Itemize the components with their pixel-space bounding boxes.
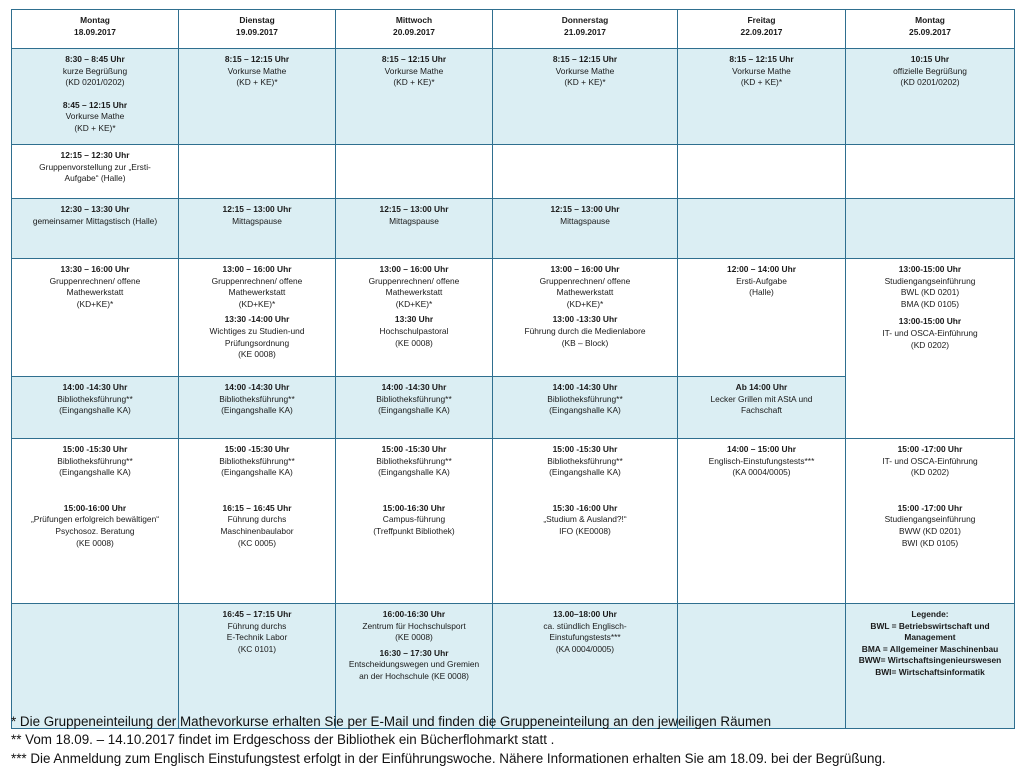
empty-cell: [179, 145, 336, 199]
header-row: [12, 10, 1015, 49]
schedule-cell: 12:15 – 12:30 Uhr Gruppenvorstellung zur „Ersti- Aufgabe“ (Halle): [12, 145, 179, 199]
schedule-cell: 15:00 -15:30 Uhr Bibliotheksführung** (Eingangshalle KA) 15:00-16:30 Uhr Campus-führung (Treffpunkt Bibliothek): [336, 439, 493, 604]
schedule-cell: 8:15 – 12:15 Uhr Vorkurse Mathe (KD + KE)*: [493, 49, 678, 145]
footnotes: [11, 713, 1016, 768]
schedule-cell: 8:30 – 8:45 Uhr kurze Begrüßung (KD 0201/0202) 8:45 – 12:15 Uhr Vorkurse Mathe (KD + KE)*: [12, 49, 179, 145]
empty-cell: [846, 199, 1015, 259]
schedule-cell: 15:00 -15:30 Uhr Bibliotheksführung** (Eingangshalle KA) 16:15 – 16:45 Uhr Führung durchs Maschinenbaulabor (KC 0005): [179, 439, 336, 604]
schedule-cell: 13:00 – 16:00 Uhr Gruppenrechnen/ offene Mathewerkstatt (KD+KE)* 13:30 -14:00 Uhr Wichtiges zu Studien-und Prüfungsordnung (KE 0008): [179, 259, 336, 377]
schedule-row: [12, 145, 1015, 199]
schedule-cell: 12:15 – 13:00 Uhr Mittagspause: [179, 199, 336, 259]
schedule-cell: Ab 14:00 Uhr Lecker Grillen mit AStA und Fachschaft: [678, 377, 846, 439]
schedule-cell: 8:15 – 12:15 Uhr Vorkurse Mathe (KD + KE)*: [678, 49, 846, 145]
schedule-row: [12, 439, 1015, 604]
schedule-cell: 8:15 – 12:15 Uhr Vorkurse Mathe (KD + KE)*: [336, 49, 493, 145]
empty-cell: [846, 145, 1015, 199]
schedule-cell: 13:00 – 16:00 Uhr Gruppenrechnen/ offene Mathewerkstatt (KD+KE)* 13:00 -13:30 Uhr Führung durch die Medienlabore (KB – Block): [493, 259, 678, 377]
day-header: Montag 25.09.2017: [846, 10, 1015, 49]
schedule-cell: 15:00 -17:00 Uhr IT- und OSCA-Einführung (KD 0202) 15:00 -17:00 Uhr Studiengangseinführung BWW (KD 0201) BWI (KD 0105): [846, 439, 1015, 604]
empty-cell: [678, 145, 846, 199]
schedule-cell: 8:15 – 12:15 Uhr Vorkurse Mathe (KD + KE)*: [179, 49, 336, 145]
schedule-table: [11, 9, 1015, 729]
schedule-cell: 12:30 – 13:30 Uhr gemeinsamer Mittagstisch (Halle): [12, 199, 179, 259]
schedule-row: [12, 604, 1015, 729]
empty-cell: [678, 199, 846, 259]
day-header: Dienstag 19.09.2017: [179, 10, 336, 49]
schedule-cell: 13:00-15:00 Uhr Studiengangseinführung BWL (KD 0201) BMA (KD 0105) 13:00-15:00 Uhr IT- und OSCA-Einführung (KD 0202): [846, 259, 1015, 439]
schedule-cell: 12:00 – 14:00 Uhr Ersti-Aufgabe (Halle): [678, 259, 846, 377]
day-header: Donnerstag 21.09.2017: [493, 10, 678, 49]
schedule-cell: 10:15 Uhr offizielle Begrüßung (KD 0201/0202): [846, 49, 1015, 145]
schedule-cell: 15:00 -15:30 Uhr Bibliotheksführung** (Eingangshalle KA) 15:30 -16:00 Uhr „Studium & Ausland?!“ IFO (KE0008): [493, 439, 678, 604]
footnote: *** Die Anmeldung zum Englisch Einstufungstest erfolgt in der Einführungswoche. Nähere Informationen erhalten Sie am 18.09. bei der Begrüßung.: [11, 750, 886, 766]
empty-cell: [336, 145, 493, 199]
schedule-cell: 13.00–18:00 Uhr ca. stündlich Englisch- Einstufungstests*** (KA 0004/0005): [493, 604, 678, 729]
schedule-cell: 16:00-16:30 Uhr Zentrum für Hochschulsport (KE 0008) 16:30 – 17:30 Uhr Entscheidungswegen und Gremien an der Hochschule (KE 0008): [336, 604, 493, 729]
empty-cell: [493, 145, 678, 199]
schedule-cell: 13:00 – 16:00 Uhr Gruppenrechnen/ offene Mathewerkstatt (KD+KE)* 13:30 Uhr Hochschulpastoral (KE 0008): [336, 259, 493, 377]
schedule-row: [12, 259, 1015, 377]
schedule-cell: 15:00 -15:30 Uhr Bibliotheksführung** (Eingangshalle KA) 15:00-16:00 Uhr „Prüfungen erfolgreich bewältigen“ Psychosoz. Beratung (KE 0008): [12, 439, 179, 604]
day-header: Freitag 22.09.2017: [678, 10, 846, 49]
footnote: * Die Gruppeneinteilung der Mathevorkurse erhalten Sie per E-Mail und finden die Gruppeneinteilung an den jeweiligen Räumen: [11, 714, 772, 729]
schedule-cell: 16:45 – 17:15 Uhr Führung durchs E-Technik Labor (KC 0101): [179, 604, 336, 729]
schedule-cell: 14:00 -14:30 Uhr Bibliotheksführung** (Eingangshalle KA): [493, 377, 678, 439]
schedule-row: [12, 199, 1015, 259]
schedule-cell: 12:15 – 13:00 Uhr Mittagspause: [336, 199, 493, 259]
day-header: Montag 18.09.2017: [12, 10, 179, 49]
footnote: ** Vom 18.09. – 14.10.2017 findet im Erdgeschoss der Bibliothek ein Bücherflohmarkt statt .: [11, 732, 555, 748]
empty-cell: [678, 604, 846, 729]
schedule-cell: 14:00 -14:30 Uhr Bibliotheksführung** (Eingangshalle KA): [12, 377, 179, 439]
empty-cell: [12, 604, 179, 729]
schedule-cell: 14:00 -14:30 Uhr Bibliotheksführung** (Eingangshalle KA): [336, 377, 493, 439]
schedule-row: [12, 49, 1015, 145]
schedule-cell: 14:00 – 15:00 Uhr Englisch-Einstufungstests*** (KA 0004/0005): [678, 439, 846, 604]
day-header: Mittwoch 20.09.2017: [336, 10, 493, 49]
schedule-cell: 12:15 – 13:00 Uhr Mittagspause: [493, 199, 678, 259]
schedule-cell: 14:00 -14:30 Uhr Bibliotheksführung** (Eingangshalle KA): [179, 377, 336, 439]
legend-cell: Legende: BWL = Betriebswirtschaft und Management BMA = Allgemeiner Maschinenbau BWW= Wirtschaftsingenieurswesen BWI= Wirtschaftsinformatik: [846, 604, 1015, 729]
schedule-cell: 13:30 – 16:00 Uhr Gruppenrechnen/ offene Mathewerkstatt (KD+KE)*: [12, 259, 179, 377]
